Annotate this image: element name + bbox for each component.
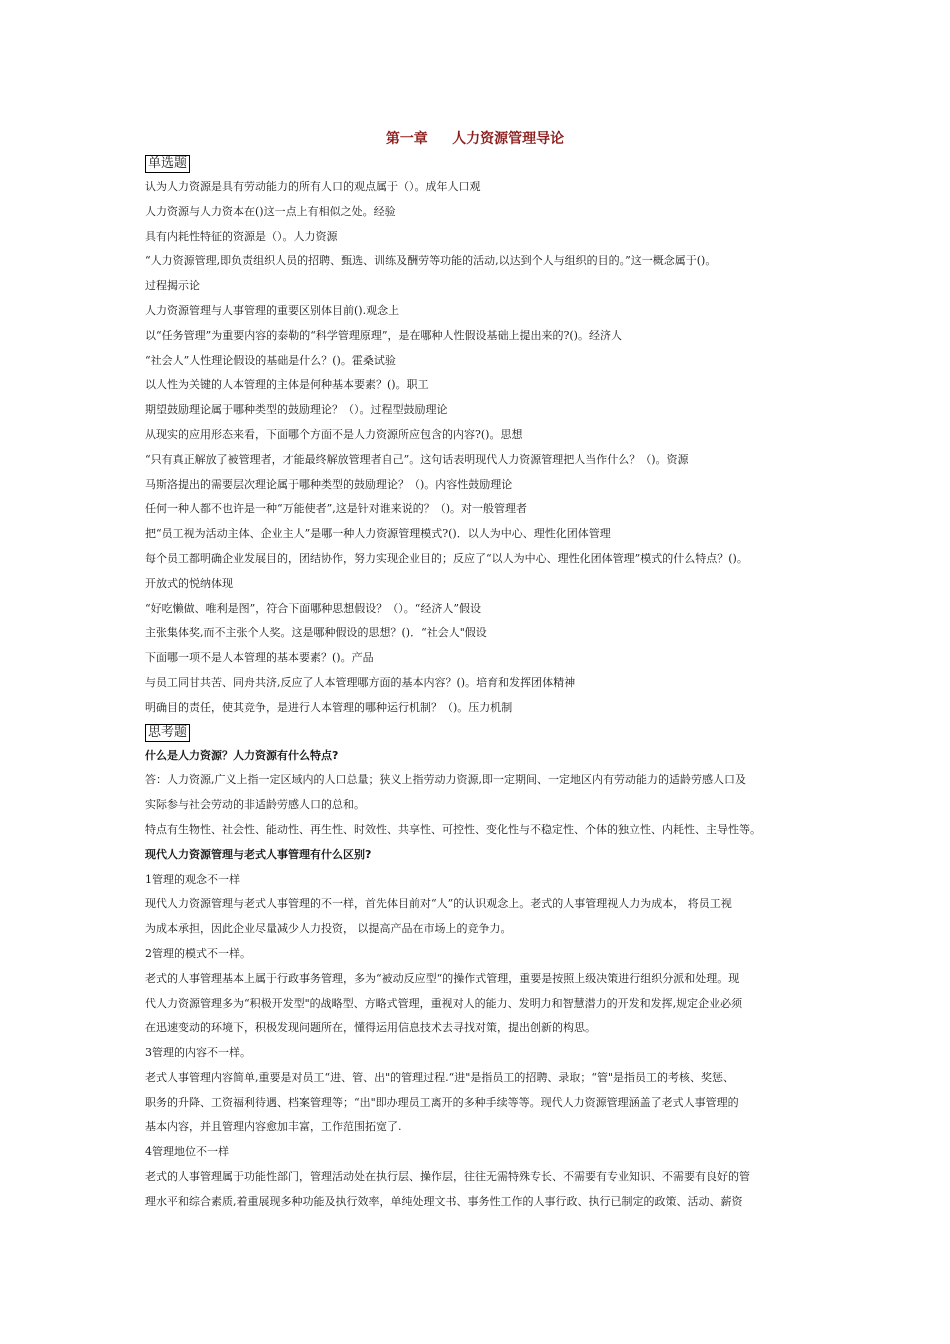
text-line: 3管理的内容不一样。 <box>145 1046 251 1060</box>
question-2 <box>145 843 817 1215</box>
document-body <box>145 152 817 1215</box>
text-line: 1管理的观念不一样 <box>145 872 240 886</box>
text-line: 以人性为关键的人本管理的主体是何种基本要素？()。职工 <box>145 378 429 392</box>
question-title: 现代人力资源管理与老式人事管理有什么区别? <box>145 847 372 861</box>
text-line: 2管理的模式不一样。 <box>145 946 251 960</box>
text-line: 从现实的应用形态来看，下面哪个方面不是人力资源所应包含的内容?()。思想 <box>145 427 523 441</box>
text-line: 马斯洛提出的需要层次理论属于哪种类型的鼓励理论？（)。内容性鼓励理论 <box>145 477 513 491</box>
text-line: 职务的升降、工资福利待遇、档案管理等；“出"即办理员工离开的多种手续等等。现代人力资源管理涵盖了老式人事管理的 <box>145 1095 739 1109</box>
question-1 <box>145 744 817 843</box>
text-line: 基本内容，并且管理内容愈加丰富，工作范围拓宽了. <box>145 1120 402 1134</box>
single-choice-list <box>145 175 817 721</box>
text-line: 在迅速变动的环境下，积极发现问题所在，懂得运用信息技术去寻找对策，提出创新的构思。 <box>145 1021 596 1035</box>
text-line: 实际参与社会劳动的非适龄劳感人口的总和。 <box>145 798 365 812</box>
text-line: 下面哪一项不是人本管理的基本要素？()。产品 <box>145 651 374 665</box>
text-line: 代人力资源管理多为“积极开发型"的战略型、方略式管理，重视对人的能力、发明力和智慧潜力的开发和发挥,规定企业必须 <box>145 996 743 1010</box>
text-line: “社会人”人性理论假设的基础是什么？()。霍桑试验 <box>145 353 396 367</box>
text-line: 老式人事管理内容简单,重要是对员工“进、管、出"的管理过程.“进"是指员工的招聘、录取；“管"是指员工的考核、奖惩、 <box>145 1070 735 1084</box>
text-line: 认为人力资源是具有劳动能力的所有人口的观点属于（）。成年人口观 <box>145 180 481 193</box>
text-line: 具有内耗性特征的资源是（）。人力资源 <box>145 229 338 243</box>
text-line: 特点有生物性、社会性、能动性、再生性、时效性、共享性、可控性、变化性与不稳定性、个体的独立性、内耗性、主导性等。 <box>145 822 761 836</box>
text-line: “好吃懒做、唯利是图”，符合下面哪种思想假设？（）。“经济人”假设 <box>145 601 481 615</box>
text-line: 为成本承担，因此企业尽量减少人力投资， 以提高产品在市场上的竞争力。 <box>145 922 512 936</box>
text-line: 人力资源与人力资本在()这一点上有相似之处。经验 <box>145 204 396 218</box>
text-line: 过程揭示论 <box>145 279 200 293</box>
text-line: 老式的人事管理属于功能性部门，管理活动处在执行层、操作层，往往无需特殊专长、不需要有专业知识、不需要有良好的管 <box>145 1170 750 1184</box>
text-line: 把“员工视为活动主体、企业主人”是哪一种人力资源管理模式?()．以人为中心、理性化团体管理 <box>145 527 611 541</box>
text-line: 期望鼓励理论属于哪种类型的鼓励理论？（）。过程型鼓励理论 <box>145 403 448 417</box>
text-line: 现代人力资源管理与老式人事管理的不一样，首先体目前对“人”的认识观念上。老式的人事管理视人力为成本， 将员工视 <box>145 897 732 911</box>
single-choice-heading: 单选题 <box>145 155 190 173</box>
text-line: 与员工同甘共苦、同舟共济,反应了人本管理哪方面的基本内容？()。培育和发挥团体精神 <box>145 675 576 689</box>
text-line: “只有真正解放了被管理者，才能最终解放管理者自己”。这句话表明现代人力资源管理把人当作什么？（)。资源 <box>145 452 689 466</box>
text-line: 理水平和综合素质,着重展现多种功能及执行效率，单纯处理文书、事务性工作的人事行政、执行已制定的政策、活动、薪资 <box>145 1194 743 1208</box>
text-line: 每个员工都明确企业发展目的，团结协作，努力实现企业目的；反应了“以人为中心、理性化团体管理”模式的什么特点？()。 <box>145 551 748 565</box>
text-line: 主张集体奖,而不主张个人奖。这是哪种假设的思想？()．“社会人"假设 <box>145 626 487 640</box>
text-line: “人力资源管理,即负责组织人员的招聘、甄选、训练及酬劳等功能的活动,以达到个人与组织的目的。”这一概念属于()。 <box>145 254 717 268</box>
question-title: 什么是人力资源？人力资源有什么特点? <box>145 748 339 762</box>
text-line: 任何一种人都不也许是一种“万能使者”,这是针对谁来说的？（)。对一般管理者 <box>145 502 528 516</box>
thinking-heading: 思考题 <box>145 724 190 742</box>
text-line: 老式的人事管理基本上属于行政事务管理，多为“被动反应型“的操作式管理，重要是按照上级决策进行组织分派和处理。现 <box>145 971 740 985</box>
text-line: 人力资源管理与人事管理的重要区别体目前().观念上 <box>145 303 400 317</box>
text-line: 明确目的责任，使其竞争，是进行人本管理的哪种运行机制？（)。压力机制 <box>145 700 513 714</box>
text-line: 开放式的悦纳体现 <box>145 576 233 590</box>
text-line: 答：人力资源,广义上指一定区域内的人口总量；狭义上指劳动力资源,即一定期间、一定地区内有劳动能力的适龄劳感人口及 <box>145 773 746 787</box>
chapter-title: 第一章 人力资源管理导论 <box>385 131 565 147</box>
text-line: 4管理地位不一样 <box>145 1145 229 1159</box>
text-line: 以“任务管理”为重要内容的泰勒的“科学管理原理”，是在哪种人性假设基础上提出来的?()。经济人 <box>145 328 622 342</box>
